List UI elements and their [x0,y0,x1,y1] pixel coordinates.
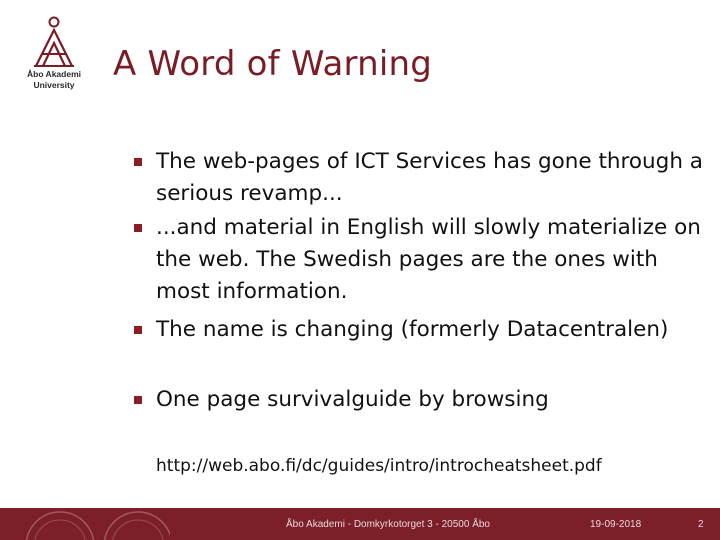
slide-title: A Word of Warning [113,44,433,84]
logo-org-name: Åbo Akademi [26,69,81,79]
university-seal-icon [20,508,170,540]
square-bullet-icon [134,326,142,334]
square-bullet-icon [134,396,142,404]
bullet-item [134,314,714,346]
footer-bar [0,508,720,540]
bullet-text: The name is changing (formerly Datacentralen) [156,317,669,342]
square-bullet-icon [134,224,142,232]
bullet-item [134,146,714,210]
bullet-item [134,212,714,308]
cheatsheet-link[interactable]: http://web.abo.fi/dc/guides/intro/introcheatsheet.pdf [156,456,602,476]
logo-org-subtitle: University [33,80,75,90]
university-logo [18,16,90,94]
bullet-text: ...and material in English will slowly materialize on the web. The Swedish pages are the ones with most information. [156,215,701,304]
bullet-text: One page survivalguide by browsing [156,387,549,412]
bullet-item [134,384,714,416]
footer-address: Åbo Akademi - Domkyrkotorget 3 - 20500 Åbo [286,519,490,530]
bullet-list [134,146,714,416]
footer-date: 19-09-2018 [590,519,642,530]
abo-akademi-crest-icon [32,16,76,68]
bullet-text: The web-pages of ICT Services has gone through a serious revamp... [156,149,703,206]
square-bullet-icon [134,158,142,166]
page-number: 2 [698,519,704,530]
